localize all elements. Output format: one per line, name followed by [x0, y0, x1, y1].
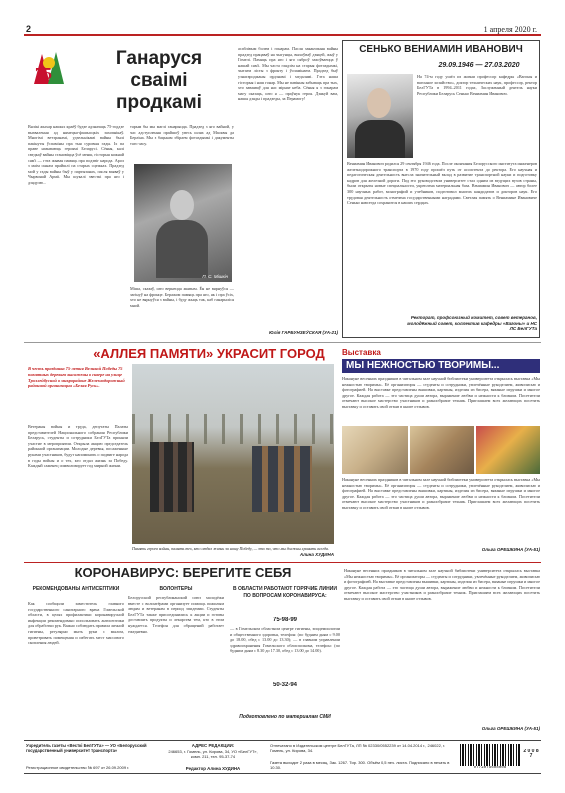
vystavka-photo-2 [410, 426, 474, 474]
footer-registration: Регистрационное свидетельство № 697 от 26.09.2009 г. [26, 765, 130, 770]
ganarusya-title-line3: продкамі [116, 92, 202, 113]
newspaper-page [24, 24, 541, 776]
page-header [24, 24, 541, 36]
korona-source: Подготовлено по материалам СМИ [239, 714, 331, 720]
section-divider [24, 342, 541, 343]
vystavka-photo-1 [342, 426, 408, 474]
footer-address-title: АДРЕС РЕДАКЦИИ: [191, 743, 235, 748]
vystavka-continuation-author: Ольга ОРЕШКИНА (УА-51) [481, 726, 540, 731]
korona-col2: Белорусский республиканский союз молодёжи вместе с волонтёрами организует помощь пожилым людям и ветеранам в период эпидемии. Студенты БелГУТа также присоединились к акции и готовы доставлять продукты и лекарства тем, кто в этом нуждается. Телефон для обращений работает ежедневно. [128, 595, 224, 634]
footer-address: 246653, г. Гомель, ул. Кирова, 34, УО «БелГУТ», комн. 211, тел. 95-37-74 [168, 749, 258, 759]
ganarusya-col1: Вялікі жыхар нашых краёў будзе адзначаць 75-годдзе вызвалення ад нямецка-фашысцкіх захопнікаў. Многімі ветэранамі, удзельнікамі вайны былі пакінуты ўспаміны пра тыя суровыя гады. Іх па праве называюць героямі Беларусі. Сёння, калі сведкаў вайны становіцца ўсё менш, гісторыя кожнай сям'і — гэта жывая памяць пра подзвіг народа. Арол з маім сынам прайшлі па старых сцежках. Прадзед мой у гады вайны быў у партызанах, пасля ваяваў у Чырвонай Арміі. Мы шукалі звесткі пра яго і дзядулю... [28, 124, 124, 185]
ganarusya-title [84, 48, 234, 118]
portrait-caption: П. С. Мішкін [202, 274, 228, 279]
victory-75-logo [28, 48, 70, 86]
korona-phone2: 50-32-94 [272, 682, 298, 688]
alleya-body: Ветераны войны и труда, депутаты Палаты представителей Национального собрания Республики Беларусь, студенты и сотрудники БелГУТа приняли участие в мероприятии. Открыла акцию председатель районной организации. Молодые деревья, посаженные руками участников, будут напоминать о подвиге народа в годы войны и о тех, кто отдал жизнь за Победу. Каждый саженец символизирует год мирной жизни. [28, 424, 128, 469]
vystavka-photo-3 [476, 426, 540, 474]
ganarusya-title-line1: Ганаруся [115, 48, 203, 69]
footer-imprint [24, 740, 541, 774]
senko-dates: 29.09.1946 — 27.03.2020 [438, 62, 520, 69]
korona-title: КОРОНАВИРУС: БЕРЕГИТЕ СЕБЯ [74, 565, 292, 580]
vystavka-body-bottom: Накануне весенних праздников в читальном зале научной библиотеки университета открылась выставка «Мы нежностью творимы». Её организаторы — студенты и сотрудники, увлечённые рукоделием, живописью и фотографией. На выставке представлены вышивки, картины, изделия из бисера, вязаные игрушки и многое другое. Каждая работа — это частица души автора, выражение любви и нежности к близким. Посетители отмечают высокое мастерство участников и разнообразие техник. Приглашаем всех желающих посетить выставку и оставить свой отзыв в книге отзывов. [342, 477, 540, 510]
senko-signature: Ректорат, профсоюзный комитет, совет ветеранов, молодёжный совет, коллектив кафедры «Вагоны» и НС ЛС БелГУТа [407, 315, 537, 331]
vystavka-continuation: Накануне весенних праздников в читальном зале научной библиотеки университета открылась выставка «Мы нежностью творимы». Её организаторы — студенты и сотрудники, увлечённые рукоделием, живописью и фотографией. На выставке представлены вышивки, картины, изделия из бисера, вязаные игрушки и многое другое. Каждая работа — это частица души автора, выражение любви и нежности к близким. Посетители отмечают высокое мастерство участников и разнообразие техник. Приглашаем всех желающих посетить выставку и оставить свой отзыв в книге отзывов. [344, 568, 540, 601]
alleya-tree-planting-photo [132, 364, 334, 544]
ganarusya-title-line2: сваімі [130, 70, 188, 91]
korona-sub2: ВОЛОНТЁРЫ [159, 586, 193, 592]
korona-sub1: РЕКОМЕНДОВАНЫ АНТИСЕПТИКИ [32, 586, 120, 592]
korona-phone1: 75-98-99 [272, 617, 298, 623]
alleya-caption: Память героев войны, память тех, кто отдал жизнь за нашу Победу, — это то, что мы должны хранить всегда. [132, 546, 330, 551]
portrait-head [170, 190, 194, 220]
logo-number: 75 [35, 64, 52, 83]
senko-body: Вениамин Иванович родился 29 сентября 1946 года. После окончания Белорусского института инженеров железнодорожного транспорта в 1970 году прошёл путь от ассистента до ректора. Его научная и педагогическая деятельность внесла значительный вклад в развитие транспортной науки и подготовку кадров для железной дороги. Под его руководством университет стал одним из ведущих вузов страны, были открыты новые специальности, укреплена материальная база. Вениамин Иванович — автор более 300 научных работ, монографий и учебников, подготовил многих кандидатов и докторов наук. Его трудовая деятельность отмечена государственными наградами. Светлая память о Вениамине Ивановиче Сенько навсегда сохранится в наших сердцах. [347, 161, 537, 206]
portrait-shoulders [156, 220, 208, 278]
vystavka-body-top: Накануне весенних праздников в читальном зале научной библиотеки университета открылась выставка «Мы нежностью творимы». Её организаторы — студенты и сотрудники, увлечённые рукоделием, живописью и фотографией. На выставке представлены вышивки, картины, изделия из бисера, вязаные игрушки и многое другое. Каждая работа — это частица души автора, выражение любви и нежности к близким. Посетители отмечают высокое мастерство участников и разнообразие техник. Приглашаем всех желающих посетить выставку и оставить свой отзыв в книге отзывов. [342, 376, 540, 409]
vystavka-title: МЫ НЕЖНОСТЬЮ ТВОРИМЫ... [346, 360, 500, 371]
ganarusya-col2-bottom: Міша, сказаў, што вернецца жывым. Ён не вярнуўся — загінуў на фронце. Беражом памяць пра яго, як і пра ўсіх, хто не вярнуўся з вайны, і буду жыць так, каб ганарыліся мной. [130, 286, 234, 308]
ganarusya-col2-top: тарым бы мы маглі ганарыцца. Прадзед з яго вайной, у час адступлення прайшоў увесь шлях ад Масквы да Берліна. Мы з бацькам збіраем фотаздымкі і дакументы таго часу. [130, 124, 234, 146]
ganarusya-author: Юлія ГАРБУНЗЕЎСКАЯ (УА-21) [269, 330, 338, 335]
footer-founder: Учредитель газеты «Весткі БелГУТа» — УО «Белорусский государственный университет транспорта» [26, 743, 147, 753]
senko-portrait-head [367, 88, 391, 118]
vystavka-title-bar [342, 359, 540, 373]
korona-sub3: В ОБЛАСТИ РАБОТАЮТ ГОРЯЧИЕ ЛИНИИ ПО ВОПРОСАМ КОРОНАВИРУСА: [233, 586, 337, 599]
korona-col3: — в Гомельском областном центре гигиены, эпидемиологии и общественного здоровья, телефон: (по будним дням с 9.00 до 18.00, обед с 13.00 до 13.30); — в главном управлении здравоохранения Гомельского облисполкома, телефон: (по будним дням с 8.30 до 17.30, обед с 13.00 до 14.00). [230, 626, 340, 654]
photo-people-group-right [252, 446, 312, 512]
senko-obituary [342, 40, 540, 338]
footer-format: Газета выходит 2 раза в месяц. Зак. 1267. Тир. 300. Объём 0,5 печ. листа. Подписано в печать в 10.30. [270, 760, 450, 770]
senko-portrait-photo [347, 74, 413, 158]
vystavka-rubric: Выставка [342, 348, 381, 357]
senko-name: СЕНЬКО ВЕНИАМИН ИВАНОВИЧ [359, 44, 523, 55]
alleya-title: «АЛЛЕЯ ПАМЯТИ» УКРАСИТ ГОРОД [93, 346, 325, 361]
ganarusya-col3: асаблівым болем і гонарам. Пасля заканчэння вайны прадзед працаваў на чыгунцы, выхоўваў дзяцей, жыў у Гомелі. Памяць пра яго і яго сяброў захоўваецца ў нашай сям'і. Мы часта глядзім на старыя фотаздымкі, чытаем лісты з фронту і ўспамінаем. Прадзед быў узнагароджаны ордэнамі і медалямі. Гэта наша гісторыя і наш гонар. Мы не павінны забываць пра тых, хто заваяваў для нас мірнае неба. Сёння я з гонарам магу сказаць, што я — праўнук героя. Дзякуй вам, нашы дзяды і прадзеды, за Перамогу! [238, 46, 338, 102]
barcode-image [460, 744, 520, 766]
issue-date: 1 апреля 2020 г. [483, 25, 537, 34]
senko-intro: На 74-м году ушёл из жизни профессор кафедры «Вагоны и вагонное хозяйство», доктор технических наук, профессор, ректор БелГУТа в 1994–2011 годах, Заслуженный деятель науки Республики Беларусь Сенько Вениамин Иванович. [417, 74, 537, 96]
page-number: 2 [26, 24, 32, 34]
alleya-lead: В честь праздника 75-летия Великой Победы 75 памятных деревьев высажены в сквере на улице Троллейбусной в микрорайоне Железнодорожный районной организации «Белая Русь». [28, 366, 125, 389]
photo-people-group-left [150, 442, 194, 512]
senko-portrait-suit [355, 120, 405, 158]
footer-print: Отпечатано в Издательском центре БелГУТа, ЛП № 02330/0552239 от 14.04.2014 г., 246022, г. Гомель, ул. Кирова, 34. [270, 743, 446, 753]
photo-trees-row [132, 414, 334, 444]
barcode-number: 9772075608008 [473, 766, 507, 770]
korona-col1: Как сообщили заместитель главного государственного санитарного врача Гомельской области, в целях профилактики коронавирусной инфекции рекомендовано использовать антисептики для обработки рук. Важно соблюдать правила личной гигиены, регулярно мыть руки с мылом, проветривать помещения и избегать мест массового скопления людей. [28, 601, 124, 646]
korona-top-rule [24, 562, 541, 563]
issue-code: 2 0 0 8 7 [523, 749, 539, 759]
footer-editor: Редактор Алина ХУДИНА [185, 766, 241, 771]
soldier-portrait-photo [134, 164, 232, 282]
alleya-author: Алина ХУДИНА [299, 552, 334, 557]
vystavka-author: Ольга ОРЕШКИНА (УА-51) [481, 547, 540, 552]
